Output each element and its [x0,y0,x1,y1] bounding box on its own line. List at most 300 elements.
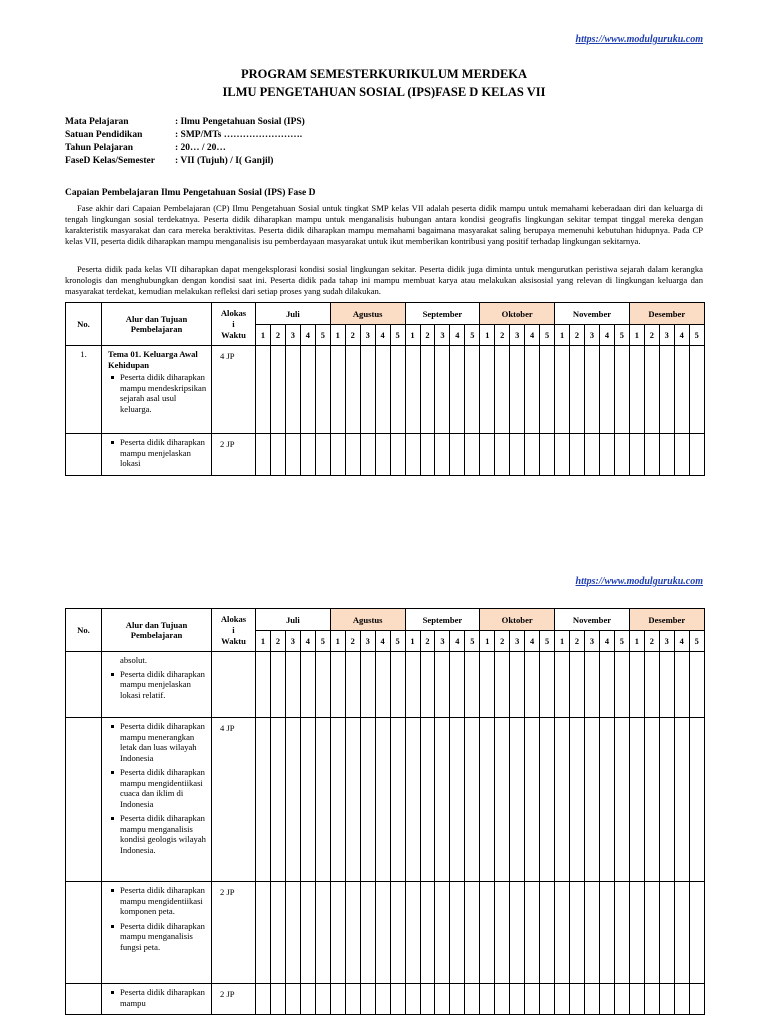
week-header: 2 [420,631,435,652]
week-cell[interactable] [525,984,540,1015]
week-cell[interactable] [360,882,375,984]
week-cell[interactable] [360,718,375,882]
header-allocation-line: i [232,624,235,635]
week-cell[interactable] [689,346,704,434]
week-cell[interactable] [540,434,555,476]
week-cell[interactable] [674,652,689,718]
week-cell[interactable] [300,652,315,718]
week-cell[interactable] [435,434,450,476]
week-header: 5 [465,631,480,652]
header-no: No. [66,303,102,346]
week-cell[interactable] [570,434,585,476]
week-cell[interactable] [315,984,330,1015]
week-cell[interactable] [330,652,345,718]
week-cell[interactable] [510,346,525,434]
week-cell[interactable] [689,434,704,476]
week-cell[interactable] [540,652,555,718]
month-header: Oktober [480,303,555,325]
week-header: 5 [465,325,480,346]
week-cell[interactable] [256,882,271,984]
week-cell[interactable] [644,718,659,882]
week-header: 2 [270,631,285,652]
objective-list [108,987,208,1008]
week-cell[interactable] [405,346,420,434]
week-cell[interactable] [599,652,614,718]
week-header: 4 [599,631,614,652]
week-header: 5 [390,325,405,346]
week-cell[interactable] [420,434,435,476]
week-header: 2 [570,325,585,346]
week-header: 3 [510,631,525,652]
week-cell[interactable] [330,984,345,1015]
week-cell[interactable] [390,346,405,434]
week-cell[interactable] [375,984,390,1015]
week-cell[interactable] [285,434,300,476]
week-cell[interactable] [375,718,390,882]
week-header: 2 [644,631,659,652]
week-cell[interactable] [495,984,510,1015]
week-cell[interactable] [256,652,271,718]
week-cell[interactable] [510,984,525,1015]
meta-label: Mata Pelajaran [65,117,129,127]
week-cell[interactable] [420,346,435,434]
week-cell[interactable] [584,652,599,718]
month-header: Juli [256,609,331,631]
week-cell[interactable] [360,434,375,476]
week-header: 4 [375,325,390,346]
week-header: 3 [659,631,674,652]
week-header: 4 [674,631,689,652]
week-header: 5 [614,631,629,652]
week-cell[interactable] [285,984,300,1015]
week-cell[interactable] [345,984,360,1015]
week-cell[interactable] [629,346,644,434]
week-header: 4 [450,325,465,346]
week-header: 1 [555,631,570,652]
month-header: September [405,303,480,325]
week-cell[interactable] [510,718,525,882]
week-header: 5 [689,325,704,346]
week-cell[interactable] [584,434,599,476]
week-cell[interactable] [315,346,330,434]
week-cell[interactable] [659,434,674,476]
week-header: 1 [629,631,644,652]
objective-list [108,372,208,414]
month-header: November [555,609,630,631]
week-cell[interactable] [644,882,659,984]
week-header: 2 [345,631,360,652]
week-header: 1 [405,325,420,346]
month-header: Agustus [330,303,405,325]
cp-heading: Capaian Pembelajaran Ilmu Pengetahuan Sosial (IPS) Fase D [65,188,316,198]
week-cell[interactable] [345,434,360,476]
week-header: 4 [375,631,390,652]
week-cell[interactable] [405,882,420,984]
week-cell[interactable] [285,882,300,984]
week-cell[interactable] [420,984,435,1015]
week-cell[interactable] [480,652,495,718]
week-cell[interactable] [360,652,375,718]
week-cell[interactable] [256,718,271,882]
week-cell[interactable] [480,346,495,434]
week-header: 5 [390,631,405,652]
row-number [66,882,102,984]
objective-list [108,721,208,855]
week-cell[interactable] [285,718,300,882]
week-cell[interactable] [599,882,614,984]
week-cell[interactable] [584,346,599,434]
week-cell[interactable] [360,984,375,1015]
week-cell[interactable] [614,346,629,434]
week-cell[interactable] [555,652,570,718]
week-cell[interactable] [315,882,330,984]
week-header: 5 [540,631,555,652]
week-cell[interactable] [659,984,674,1015]
week-cell[interactable] [375,346,390,434]
week-cell[interactable] [390,434,405,476]
week-cell[interactable] [525,718,540,882]
week-cell[interactable] [659,346,674,434]
time-allocation: 2 JP [212,882,256,984]
week-cell[interactable] [256,984,271,1015]
meta-label: Tahun Pelajaran [65,143,134,153]
week-cell[interactable] [375,652,390,718]
objective-list [108,885,208,952]
week-cell[interactable] [405,718,420,882]
month-header: Juli [256,303,331,325]
week-cell[interactable] [270,882,285,984]
meta-row [65,129,305,142]
week-header: 1 [330,631,345,652]
week-cell[interactable] [330,346,345,434]
week-cell[interactable] [315,718,330,882]
meta-label: FaseD Kelas/Semester [65,156,155,166]
week-cell[interactable] [644,434,659,476]
week-cell[interactable] [644,652,659,718]
header-allocation-line: Alokas [220,613,247,624]
week-cell[interactable] [495,652,510,718]
week-cell[interactable] [525,434,540,476]
row-description [102,984,212,1015]
row-description [102,346,212,434]
week-cell[interactable] [480,882,495,984]
week-cell[interactable] [465,652,480,718]
week-header: 3 [510,325,525,346]
week-cell[interactable] [674,882,689,984]
row-description [102,434,212,476]
week-cell[interactable] [659,652,674,718]
week-cell[interactable] [360,346,375,434]
week-cell[interactable] [614,652,629,718]
month-header: November [555,303,630,325]
week-cell[interactable] [270,346,285,434]
week-cell[interactable] [495,882,510,984]
week-cell[interactable] [570,882,585,984]
week-cell[interactable] [390,882,405,984]
week-cell[interactable] [270,652,285,718]
week-header: 4 [450,631,465,652]
week-cell[interactable] [300,882,315,984]
week-cell[interactable] [495,718,510,882]
cp-paragraph-1: Fase akhir dari Capaian Pembelajaran (CP) Ilmu Pengetahuan Sosial untuk tingkat SMP kelas VII adalah peserta didik mampu untuk memahami keberadaan diri dan keluarga di tengah lingkungan sosial terdekatnya. Peserta didik diharapkan mampu untuk menganalisis hubungan antara kondisi geografis lingkungan sekitar tempat tinggal mereka dengan karakteristik masyarakat dan cara mereka beraktivitas. Peserta didik diharapkan mampu memahami bagaimana masyarakat saling berupaya memenuhi kebutuhan hidupnya. Pada CP kelas VII, peserta didik diharapkan mampu menganalisis isu pemberdayaan masyarakat untuk ikut memberikan kontribusi yang positif terhadap lingkungan sekitarnya. [65,203,703,246]
week-header: 4 [300,631,315,652]
week-cell[interactable] [659,718,674,882]
week-cell[interactable] [495,346,510,434]
week-cell[interactable] [629,434,644,476]
week-cell[interactable] [270,984,285,1015]
week-cell[interactable] [256,346,271,434]
week-cell[interactable] [629,652,644,718]
week-cell[interactable] [525,346,540,434]
header-flow: Alur dan Tujuan Pembelajaran [102,609,212,652]
week-cell[interactable] [465,718,480,882]
semester-table-2 [65,608,705,1015]
week-cell[interactable] [584,984,599,1015]
week-cell[interactable] [644,346,659,434]
meta-block [65,116,305,168]
week-cell[interactable] [570,984,585,1015]
week-cell[interactable] [599,346,614,434]
week-cell[interactable] [555,434,570,476]
week-header: 1 [405,631,420,652]
week-cell[interactable] [510,434,525,476]
objective-item: Peserta didik diharapkan mampu mendeskripsikan sejarah asal usul keluarga. [108,372,208,414]
time-allocation: 2 JP [212,434,256,476]
week-cell[interactable] [540,882,555,984]
week-cell[interactable] [689,718,704,882]
week-cell[interactable] [270,718,285,882]
week-cell[interactable] [330,882,345,984]
week-cell[interactable] [420,652,435,718]
week-header: 5 [315,631,330,652]
week-cell[interactable] [674,346,689,434]
week-cell[interactable] [480,434,495,476]
week-cell[interactable] [674,718,689,882]
meta-value: : Ilmu Pengetahuan Sosial (IPS) [175,117,305,127]
week-cell[interactable] [435,882,450,984]
week-cell[interactable] [256,434,271,476]
week-cell[interactable] [689,882,704,984]
week-cell[interactable] [300,346,315,434]
week-header: 4 [599,325,614,346]
week-cell[interactable] [345,718,360,882]
week-cell[interactable] [614,882,629,984]
header-allocation [212,303,256,346]
week-header: 3 [360,631,375,652]
week-cell[interactable] [614,718,629,882]
week-cell[interactable] [450,652,465,718]
header-allocation-line: Waktu [221,635,246,646]
week-cell[interactable] [435,984,450,1015]
header-allocation-line: i [232,318,235,329]
week-cell[interactable] [465,984,480,1015]
header-link[interactable]: https://www.modulguruku.com [575,34,703,45]
meta-row [65,155,305,168]
week-header: 4 [525,325,540,346]
week-cell[interactable] [450,984,465,1015]
week-cell[interactable] [629,882,644,984]
week-header: 5 [315,325,330,346]
week-cell[interactable] [435,652,450,718]
week-cell[interactable] [405,434,420,476]
week-cell[interactable] [405,652,420,718]
week-cell[interactable] [540,346,555,434]
week-header: 2 [345,325,360,346]
meta-label: Satuan Pendidikan [65,130,143,140]
row-description [102,882,212,984]
header-link-page-2[interactable]: https://www.modulguruku.com [575,576,703,587]
week-cell[interactable] [330,718,345,882]
week-cell[interactable] [435,346,450,434]
objective-list [108,437,208,469]
week-cell[interactable] [659,882,674,984]
week-cell[interactable] [555,984,570,1015]
week-cell[interactable] [300,718,315,882]
week-cell[interactable] [480,718,495,882]
week-header: 3 [584,325,599,346]
table-row [66,346,705,434]
week-header: 5 [614,325,629,346]
week-header: 3 [285,325,300,346]
week-cell[interactable] [480,984,495,1015]
week-header: 3 [285,631,300,652]
meta-value: : 20… / 20… [175,143,226,153]
objective-item: Peserta didik diharapkan mampu menjelaskan lokasi [108,437,208,469]
week-cell[interactable] [689,984,704,1015]
topic-title: Tema 01. Keluarga Awal Kehidupan [108,349,198,370]
week-cell[interactable] [390,652,405,718]
week-cell[interactable] [420,718,435,882]
week-cell[interactable] [300,984,315,1015]
week-cell[interactable] [599,434,614,476]
table-row [66,984,705,1015]
week-cell[interactable] [465,882,480,984]
week-cell[interactable] [285,652,300,718]
week-header: 1 [629,325,644,346]
week-header: 2 [644,325,659,346]
month-header: Desember [629,609,704,631]
week-header: 1 [480,631,495,652]
objective-item: Peserta didik diharapkan mampu mengidentiikasi komponen peta. [108,885,208,917]
objective-continuation: absolut. [120,655,147,665]
title-line-1: PROGRAM SEMESTERKURIKULUM MERDEKA [240,67,528,81]
week-header: 4 [300,325,315,346]
week-cell[interactable] [570,346,585,434]
week-cell[interactable] [315,652,330,718]
week-header: 3 [584,631,599,652]
week-cell[interactable] [450,346,465,434]
week-cell[interactable] [599,984,614,1015]
week-cell[interactable] [450,718,465,882]
week-cell[interactable] [689,652,704,718]
week-cell[interactable] [390,984,405,1015]
week-cell[interactable] [390,718,405,882]
week-cell[interactable] [614,434,629,476]
week-header: 1 [256,631,271,652]
week-header: 2 [420,325,435,346]
week-cell[interactable] [629,984,644,1015]
week-cell[interactable] [420,882,435,984]
month-header: Agustus [330,609,405,631]
week-header: 5 [689,631,704,652]
month-header: September [405,609,480,631]
table-row [66,882,705,984]
week-cell[interactable] [285,346,300,434]
week-cell[interactable] [674,984,689,1015]
week-cell[interactable] [525,882,540,984]
week-cell[interactable] [525,652,540,718]
week-cell[interactable] [465,434,480,476]
week-cell[interactable] [330,434,345,476]
row-number [66,984,102,1015]
row-number [66,434,102,476]
week-cell[interactable] [375,434,390,476]
week-cell[interactable] [540,718,555,882]
week-cell[interactable] [570,652,585,718]
week-cell[interactable] [540,984,555,1015]
week-cell[interactable] [270,434,285,476]
week-cell[interactable] [674,434,689,476]
objective-item: Peserta didik diharapkan mampu mengidentiikasi cuaca dan iklim di Indonesia [108,767,208,809]
objective-item: Peserta didik diharapkan mampu [108,987,208,1008]
week-header: 3 [360,325,375,346]
week-cell[interactable] [599,718,614,882]
week-cell[interactable] [450,434,465,476]
week-header: 2 [495,631,510,652]
row-number [66,652,102,718]
week-header: 3 [435,325,450,346]
week-header: 3 [435,631,450,652]
week-header: 1 [555,325,570,346]
week-cell[interactable] [644,984,659,1015]
week-cell[interactable] [510,882,525,984]
cp-paragraph-2: Peserta didik pada kelas VII diharapkan dapat mengeksplorasi kondisi sosial lingkungan sekitar. Peserta didik juga diminta untuk mengurutkan peristiwa sejarah dalam kerangka kronologis dan menghubungkan dengan kondisi saat ini. Peserta didik pada tahap ini mampu membuat karya atau melakukan aksisosial yang relevan di lingkungan keluarga dan masyarakat terdekat, kemudian melakukan refleksi dari setiap proses yang sudah dilakukan. [65,264,703,296]
week-cell[interactable] [555,718,570,882]
week-header: 1 [480,325,495,346]
objective-item: Peserta didik diharapkan mampu menganalisis kondisi geologis wilayah Indonesia. [108,813,208,855]
week-cell[interactable] [315,434,330,476]
week-header: 2 [270,325,285,346]
table-row [66,652,705,718]
week-header: 2 [570,631,585,652]
week-cell[interactable] [345,346,360,434]
week-cell[interactable] [435,718,450,882]
week-header: 2 [495,325,510,346]
week-cell[interactable] [345,882,360,984]
week-header: 4 [674,325,689,346]
week-cell[interactable] [405,984,420,1015]
week-cell[interactable] [614,984,629,1015]
week-cell[interactable] [570,718,585,882]
week-cell[interactable] [555,882,570,984]
week-header: 4 [525,631,540,652]
header-allocation-line: Alokas [220,307,247,318]
week-cell[interactable] [555,346,570,434]
title-line-2: ILMU PENGETAHUAN SOSIAL (IPS)FASE D KELAS VII [222,85,546,99]
week-cell[interactable] [629,718,644,882]
week-cell[interactable] [495,434,510,476]
week-cell[interactable] [450,882,465,984]
week-cell[interactable] [584,882,599,984]
time-allocation: 4 JP [212,718,256,882]
week-cell[interactable] [584,718,599,882]
week-cell[interactable] [300,434,315,476]
week-cell[interactable] [345,652,360,718]
week-cell[interactable] [510,652,525,718]
week-header: 1 [330,325,345,346]
week-cell[interactable] [375,882,390,984]
week-cell[interactable] [465,346,480,434]
